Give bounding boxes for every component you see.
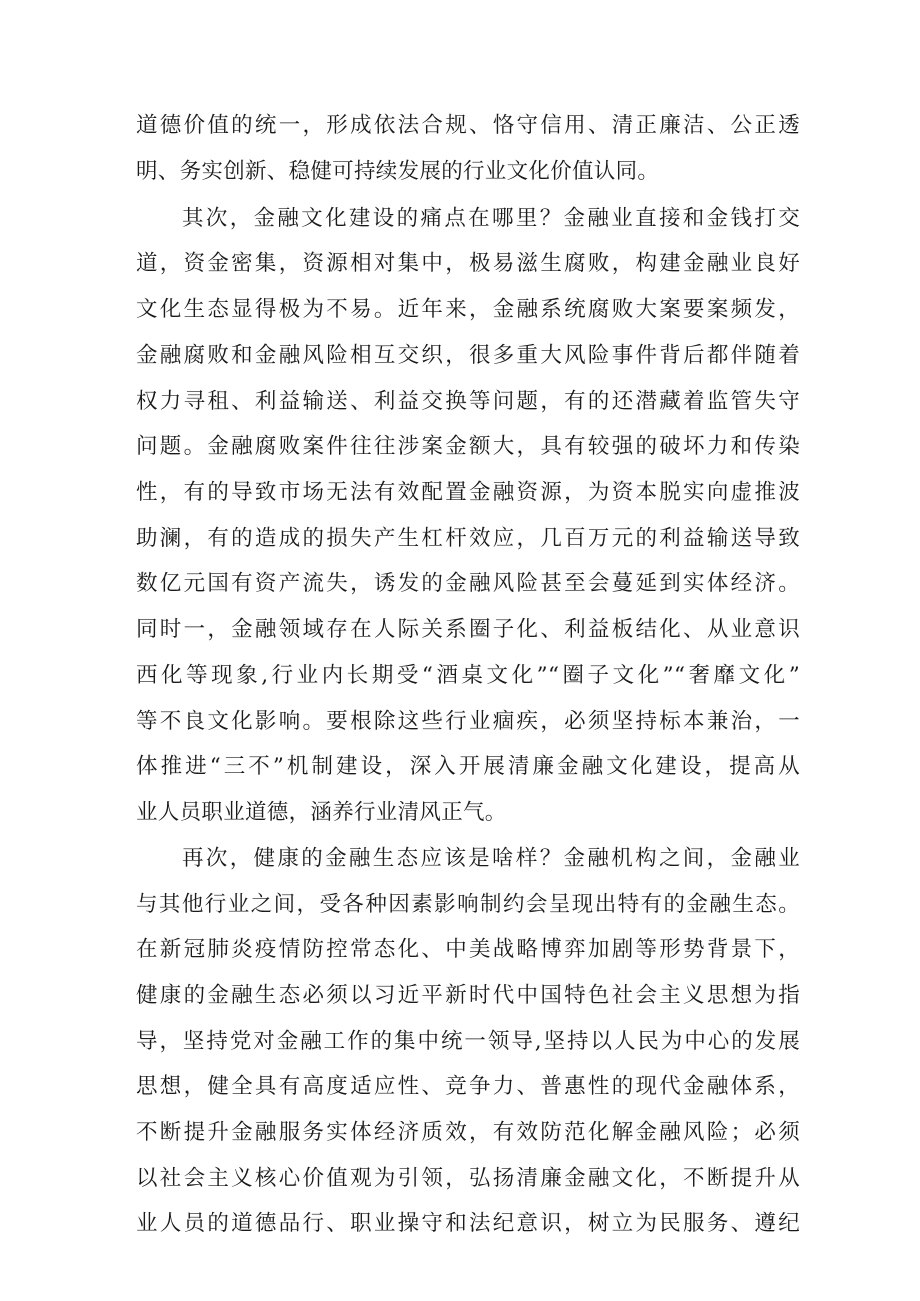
paragraph-first-line: 再次，健康的金融生态应该是啥样？金融机构之间，金融业 [182,846,800,871]
text-line: 金融腐败和金融风险相互交织，很多重大风险事件背后都伴随着 [136,343,800,368]
text-line: 等不良文化影响。要根除这些行业痼疾，必须坚持标本兼治，一 [136,709,800,734]
text-line: 在新冠肺炎疫情防控常态化、中美战略博弈加剧等形势背景下， [136,937,800,962]
text-line: 同时一，金融领域存在人际关系圈子化、利益板结化、从业意识 [136,617,800,642]
text-line: 性，有的导致市场无法有效配置金融资源，为资本脱实向虚推波 [136,480,800,505]
text-line: 道德价值的统一，形成依法合规、恪守信用、清正廉洁、公正透 [136,113,800,138]
text-line: 导，坚持党对金融工作的集中统一领导,坚持以人民为中心的发展 [136,1029,800,1054]
text-line: 体推进“三不”机制建设，深入开展清廉金融文化建设，提高从 [136,754,800,779]
text-line: 健康的金融生态必须以习近平新时代中国特色社会主义思想为指 [136,983,800,1008]
text-line: 思想，健全具有高度适应性、竞争力、普惠性的现代金融体系， [136,1074,800,1099]
text-line: 与其他行业之间，受各种因素影响制约会呈现出特有的金融生态。 [136,892,800,917]
text-line: 业人员的道德品行、职业操守和法纪意识，树立为民服务、遵纪 [136,1211,800,1236]
text-line: 道，资金密集，资源相对集中，极易滋生腐败，构建金融业良好 [136,251,800,276]
paragraph-first-line: 其次，金融文化建设的痛点在哪里？金融业直接和金钱打交 [182,206,800,231]
text-line: 西化等现象,行业内长期受“酒桌文化”“圈子文化”“奢靡文化” [136,663,800,688]
text-line: 权力寻租、利益输送、利益交换等问题，有的还潜藏着监管失守 [136,389,800,414]
text-line: 文化生态显得极为不易。近年来，金融系统腐败大案要案频发， [136,297,800,322]
text-line: 助澜，有的造成的损失产生杠杆效应，几百万元的利益输送导致 [136,526,800,551]
text-line: 数亿元国有资产流失，诱发的金融风险甚至会蔓延到实体经济。 [136,571,800,596]
text-line: 以社会主义核心价值观为引领，弘扬清廉金融文化，不断提升从 [136,1166,800,1191]
text-line: 业人员职业道德，涵养行业清风正气。 [136,800,507,825]
text-line: 明、务实创新、稳健可持续发展的行业文化价值认同。 [136,159,660,184]
text-line: 问题。金融腐败案件往往涉案金额大，具有较强的破坏力和传染 [136,434,800,459]
text-line: 不断提升金融服务实体经济质效，有效防范化解金融风险；必须 [136,1120,800,1145]
